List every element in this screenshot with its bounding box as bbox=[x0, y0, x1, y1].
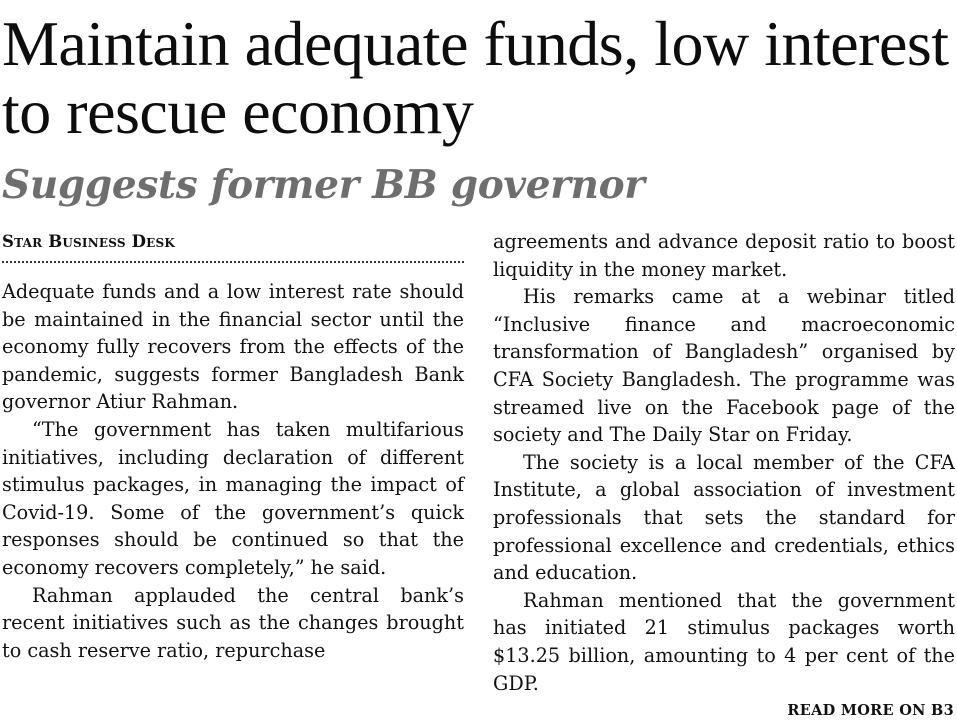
byline: Star Business Desk bbox=[2, 231, 464, 263]
headline: Maintain adequate funds, low interest to rescue economy bbox=[2, 8, 949, 147]
paragraph: The society is a local member of the CFA Institute, a global association of investment professionals that sets the standard for professional excellence and credentials, ethics and education. bbox=[493, 450, 955, 585]
subheadline: Suggests former BB governor bbox=[2, 162, 645, 208]
article-column-right bbox=[493, 228, 955, 697]
paragraph: “The government has taken multifarious initiatives, including declaration of different stimulus packages, in managing the impact of Covid-19. Some of the government’s quick responses should be continued so that the economy recovers completely,” he said. bbox=[2, 417, 464, 579]
article-column-left bbox=[2, 278, 464, 664]
paragraph: Adequate funds and a low interest rate should be maintained in the financial sector until the economy fully recovers from the effects of the pandemic, suggests former Bangladesh Bank governor Atiur Rahman. bbox=[2, 280, 464, 414]
read-more-link[interactable]: READ MORE ON B3 bbox=[787, 702, 954, 719]
paragraph: Rahman applauded the central bank’s recent initiatives such as the changes brought to cash reserve ratio, repurchase bbox=[2, 583, 464, 662]
paragraph: agreements and advance deposit ratio to boost liquidity in the money market. bbox=[493, 230, 955, 281]
paragraph: His remarks came at a webinar titled “Inclusive finance and macroeconomic transformation of Bangladesh” organised by CFA Society Bangladesh. The programme was streamed live on the Facebook page of the society and The Daily Star on Friday. bbox=[493, 285, 955, 447]
paragraph: Rahman mentioned that the government has initiated 21 stimulus packages worth $13.25 billion, amounting to 4 per cent of the GDP. bbox=[493, 588, 955, 695]
